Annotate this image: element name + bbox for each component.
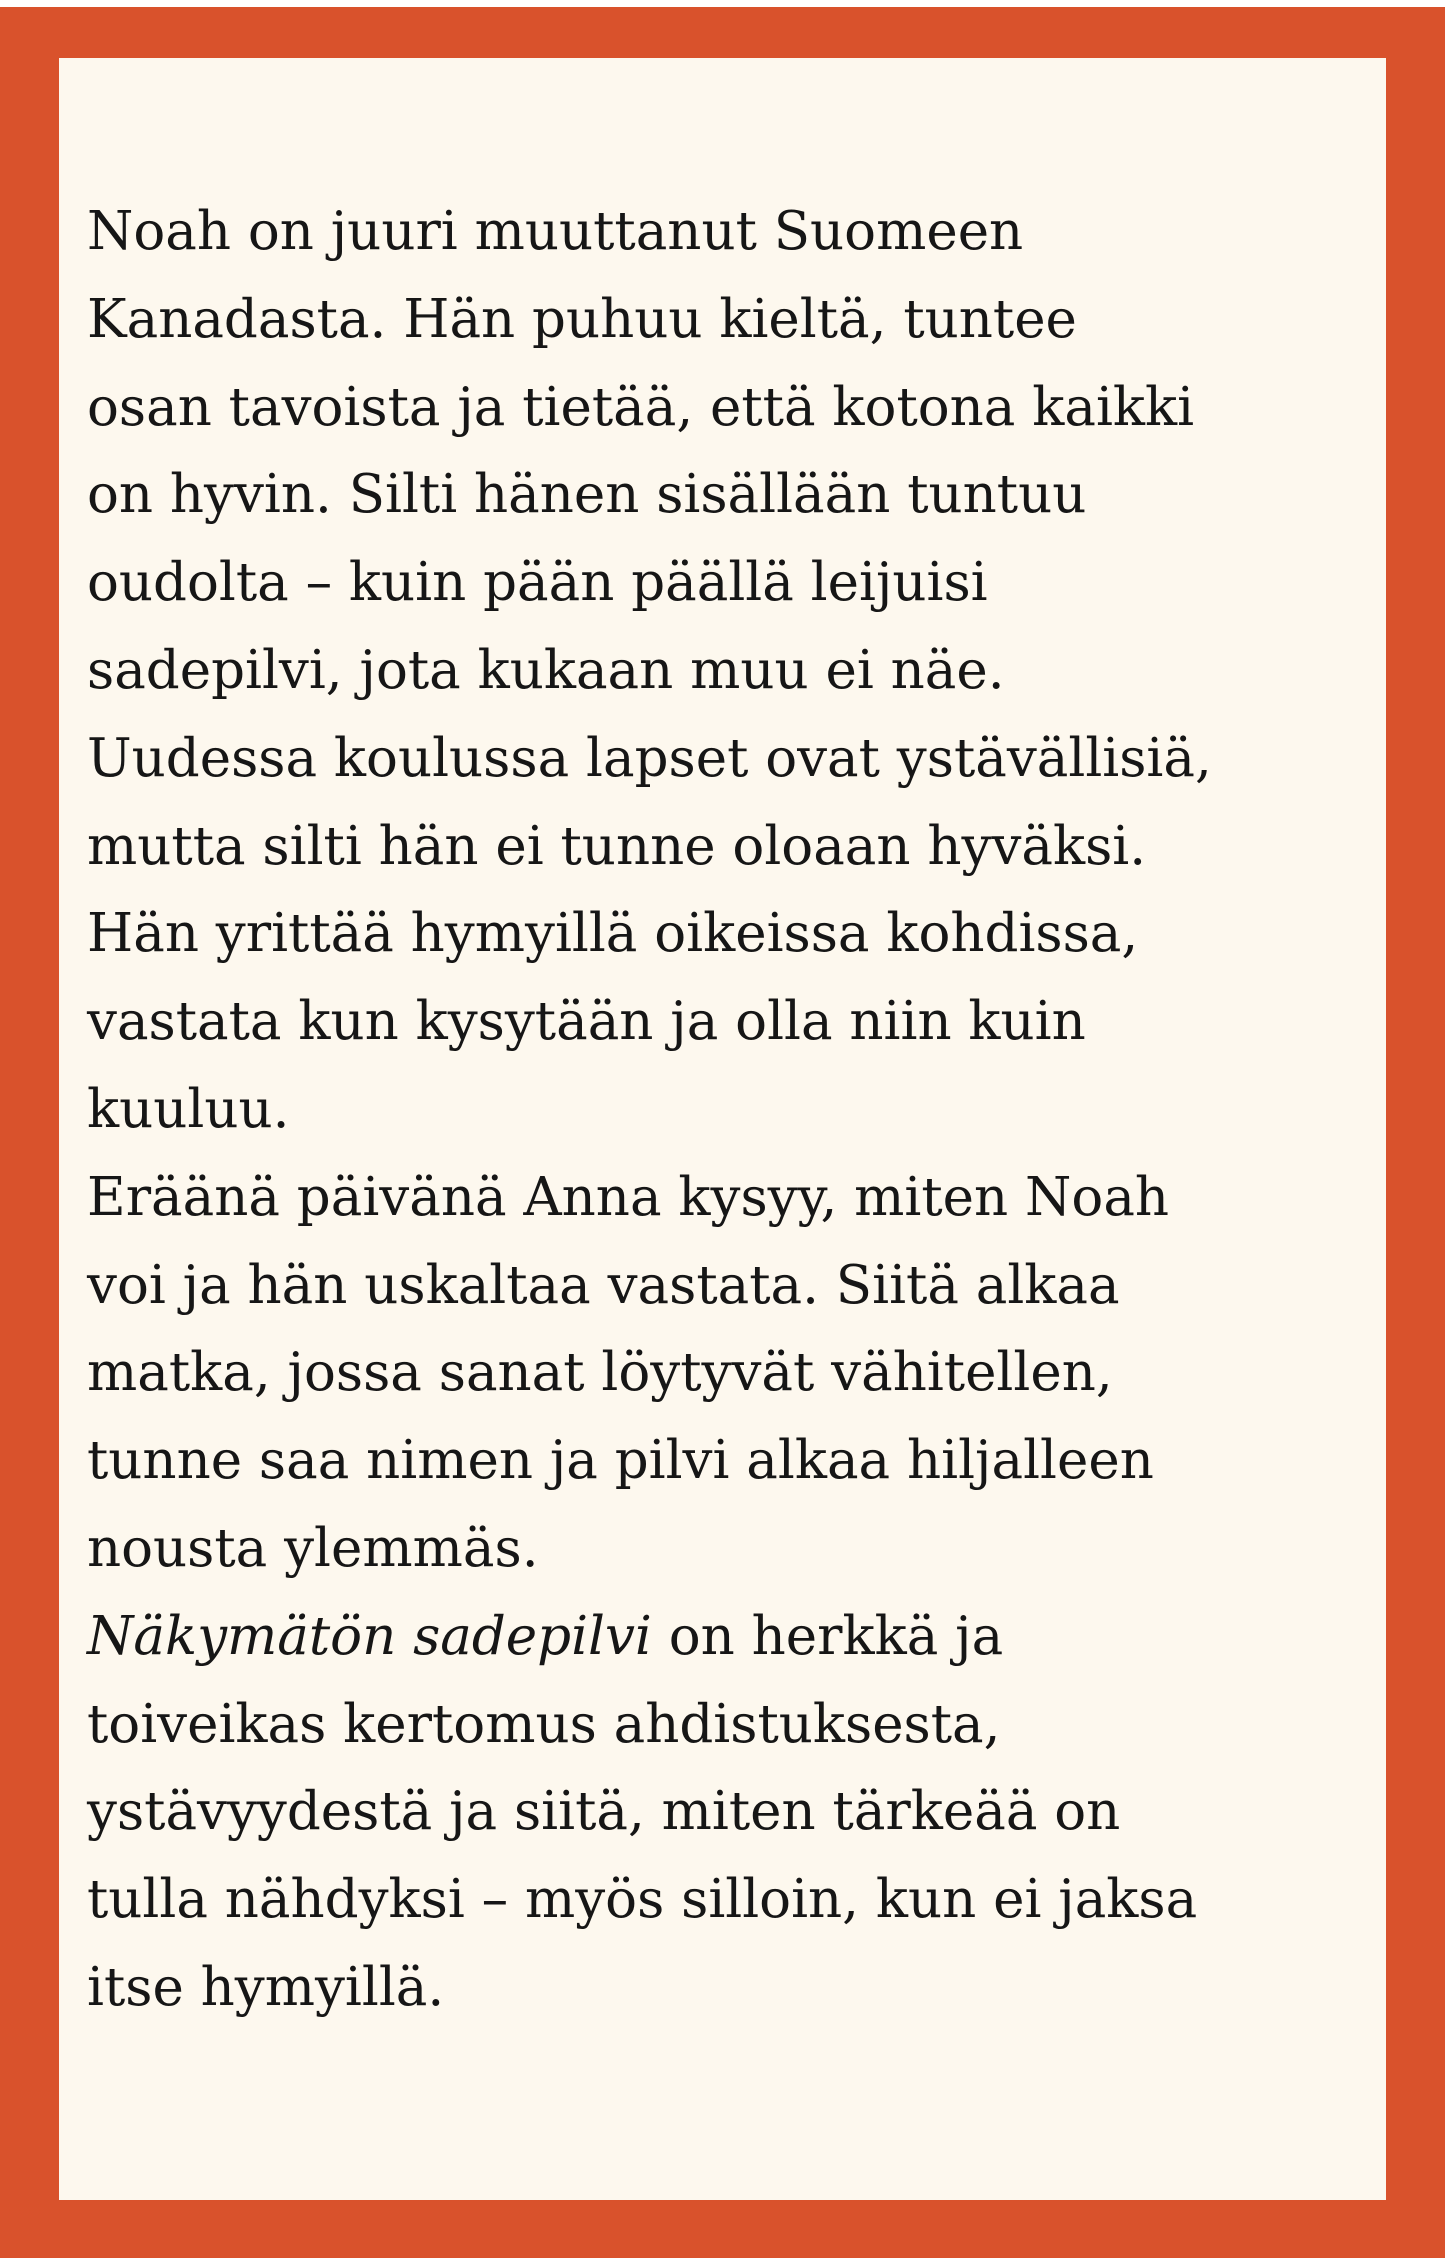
text-line: on herkkä ja (651, 1605, 1004, 1667)
text-line: tulla nähdyksi – myös silloin, kun ei jaksa (87, 1869, 1198, 1931)
text-line: voi ja hän uskaltaa vastata. Siitä alkaa (87, 1254, 1120, 1316)
blurb-paragraph-1 (87, 188, 1317, 1154)
text-line: Hän yrittää hymyillä oikeissa kohdissa, (87, 903, 1139, 965)
text-line: Noah on juuri muuttanut Suomeen (87, 201, 1024, 262)
text-line: vastata kun kysytään ja olla niin kuin (87, 991, 1086, 1053)
text-line: ystävyydestä ja siitä, miten tärkeää on (87, 1781, 1121, 1843)
text-line: mutta silti hän ei tunne oloaan hyväksi. (87, 815, 1147, 877)
text-line: matka, jossa sanat löytyvät vähitellen, (87, 1342, 1113, 1404)
text-line: Uudessa koulussa lapset ovat ystävällisiä, (87, 727, 1212, 789)
top-edge (0, 0, 1445, 7)
back-cover-blurb (87, 188, 1317, 2032)
text-line: sadepilvi, jota kukaan muu ei näe. (87, 639, 1005, 701)
blurb-paragraph-2 (87, 1154, 1317, 1593)
text-line: kuuluu. (87, 1078, 290, 1140)
text-line: Kanadasta. Hän puhuu kieltä, tuntee (87, 288, 1077, 350)
text-line: osan tavoista ja tietää, että kotona kaikki (87, 376, 1195, 438)
text-line: on hyvin. Silti hänen sisällään tuntuu (87, 464, 1087, 526)
text-line: nousta ylemmäs. (87, 1517, 539, 1579)
text-line: tunne saa nimen ja pilvi alkaa hiljalleen (87, 1430, 1154, 1492)
text-line: oudolta – kuin pään päällä leijuisi (87, 552, 988, 614)
text-line: Eräänä päivänä Anna kysyy, miten Noah (87, 1166, 1170, 1228)
text-line: itse hymyillä. (87, 1956, 445, 2018)
text-line: toiveikas kertomus ahdistuksesta, (87, 1693, 1001, 1755)
blurb-paragraph-3 (87, 1593, 1317, 2032)
book-title: Näkymätön sadepilvi (87, 1605, 652, 1667)
